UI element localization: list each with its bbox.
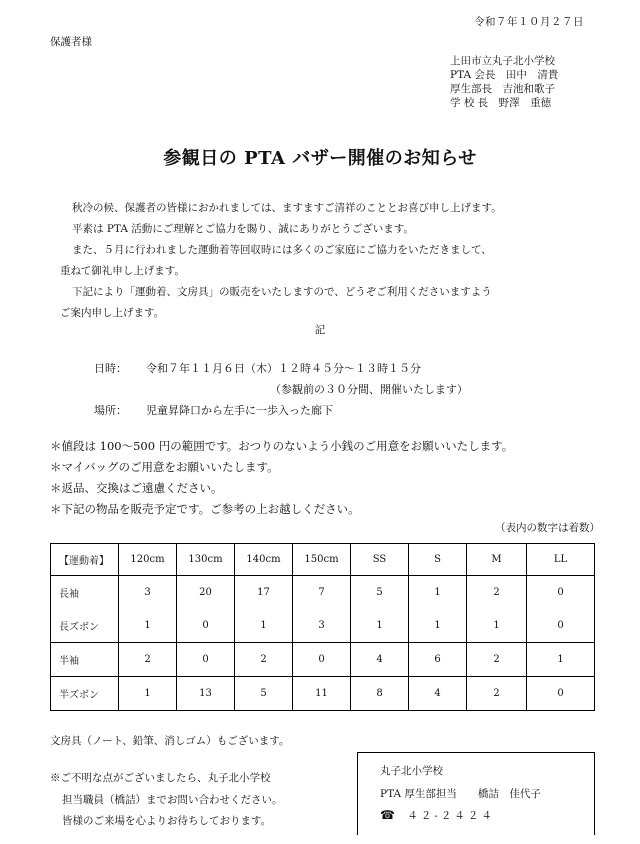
table-header-cell: 140cm — [235, 544, 293, 576]
sender-block — [450, 54, 558, 110]
table-cell: 20 — [177, 576, 235, 610]
table-units-note: （表内の数字は着数） — [495, 522, 600, 534]
table-cell: 1 — [527, 643, 595, 677]
note-item: ＊マイバッグのご用意をお願いいたします。 — [50, 460, 279, 474]
page-title: 参観日の PTA バザー開催のお知らせ — [163, 148, 477, 169]
table-cell: 1 — [409, 576, 467, 610]
datetime-label: 日時： — [94, 362, 127, 375]
inquiry-line: 担当職員（橋詰）までお問い合わせください。 — [62, 794, 283, 806]
table-cell: 2 — [235, 643, 293, 677]
table-cell: 11 — [293, 677, 351, 711]
table-cell: 5 — [351, 576, 409, 610]
sender-pta-president: PTA 会長 田中 清貴 — [450, 69, 559, 81]
phone-icon: ☎ — [380, 808, 395, 822]
table-cell: 1 — [119, 677, 177, 711]
table-cell: 0 — [177, 643, 235, 677]
contact-phone — [380, 808, 495, 823]
table-row — [51, 576, 595, 610]
table-header-cell: LL — [527, 544, 595, 576]
table-cell: 0 — [177, 609, 235, 643]
items-table — [50, 543, 595, 711]
contact-person: PTA 厚生部担当 橋詰 佳代子 — [380, 788, 541, 800]
table-cell: 0 — [293, 643, 351, 677]
table-cell: 2 — [467, 643, 527, 677]
table-cell: 1 — [409, 609, 467, 643]
table-header-cell: 120cm — [119, 544, 177, 576]
table-row — [51, 677, 595, 711]
table-header-row — [51, 544, 595, 576]
body-paragraph: ご案内申し上げます。 — [60, 307, 165, 319]
table-row — [51, 643, 595, 677]
body-paragraph: 下記により「運動着、文房具」の販売をいたしますので、どうぞご利用くださいますよう — [72, 286, 492, 298]
table-cell: 13 — [177, 677, 235, 711]
body-paragraph: また、５月に行われました運動着等回収時には多くのご家庭にご協力をいただきまして、 — [72, 244, 492, 256]
sender-welfare-head: 厚生部長 吉池和歌子 — [450, 83, 555, 95]
note-item: ＊返品、交換はご遠慮ください。 — [50, 481, 223, 495]
contact-box — [357, 752, 595, 835]
inquiry-line: 皆様のご来場を心よりお待ちしております。 — [62, 815, 272, 827]
table-header-cell: 150cm — [293, 544, 351, 576]
table-cell: 2 — [467, 677, 527, 711]
table-header-cell: SS — [351, 544, 409, 576]
table-header-cell: 【運動着】 — [51, 544, 119, 576]
body-paragraph: 平素は PTA 活動にご理解とご協力を賜り、誠にありがとうございます。 — [72, 223, 414, 235]
table-cell: 4 — [409, 677, 467, 711]
table-cell: 5 — [235, 677, 293, 711]
note-item: ＊値段は 100～500 円の範囲です。おつりのないよう小銭のご用意をお願いいたします。 — [50, 439, 514, 453]
table-cell: 0 — [527, 609, 595, 643]
table-cell: 2 — [119, 643, 177, 677]
table-cell: 3 — [293, 609, 351, 643]
place-value: 児童昇降口から左手に一歩入った廊下 — [146, 404, 333, 417]
body-paragraph: 重ねて御礼申し上げます。 — [60, 265, 185, 277]
contact-school: 丸子北小学校 — [380, 765, 443, 777]
table-cell: 6 — [409, 643, 467, 677]
phone-number: ４２-２４２４ — [407, 810, 495, 822]
table-row — [51, 609, 595, 643]
row-label: 長ズボン — [51, 609, 119, 643]
stationery-note: 文房具（ノート、鉛筆、消しゴム）もございます。 — [50, 735, 290, 747]
table-cell: 1 — [351, 609, 409, 643]
recipient: 保護者様 — [50, 36, 92, 48]
row-label: 半ズボン — [51, 677, 119, 711]
datetime-value: 令和７年１１月６日（木）１２時４５分～１３時１５分 — [146, 362, 421, 375]
ki-heading: 記 — [314, 324, 326, 336]
datetime-note: （参観前の３０分間、開催いたします） — [270, 383, 468, 396]
table-cell: 3 — [119, 576, 177, 610]
table-cell: 0 — [527, 576, 595, 610]
table-cell: 4 — [351, 643, 409, 677]
table-cell: 0 — [527, 677, 595, 711]
body-paragraph: 秋冷の候、保護者の皆様におかれましては、ますますご清祥のこととお喜び申し上げます。 — [72, 202, 502, 214]
table-cell: 8 — [351, 677, 409, 711]
table-header-cell: 130cm — [177, 544, 235, 576]
sender-principal: 学 校 長 野澤 重徳 — [450, 97, 552, 109]
note-item: ＊下記の物品を販売予定です。ご参考の上お越しください。 — [50, 502, 360, 516]
table-cell: 2 — [467, 576, 527, 610]
inquiry-line: ※ご不明な点がございましたら、丸子北小学校 — [50, 772, 271, 784]
row-label: 半袖 — [51, 643, 119, 677]
table-cell: 17 — [235, 576, 293, 610]
table-cell: 1 — [235, 609, 293, 643]
table-cell: 1 — [119, 609, 177, 643]
sender-school: 上田市立丸子北小学校 — [450, 55, 555, 67]
table-header-cell: S — [409, 544, 467, 576]
place-label: 場所： — [94, 404, 127, 417]
table-cell: 1 — [467, 609, 527, 643]
row-label: 長袖 — [51, 576, 119, 610]
table-header-cell: M — [467, 544, 527, 576]
table-cell: 7 — [293, 576, 351, 610]
document-date: 令和７年１０月２７日 — [474, 16, 584, 28]
